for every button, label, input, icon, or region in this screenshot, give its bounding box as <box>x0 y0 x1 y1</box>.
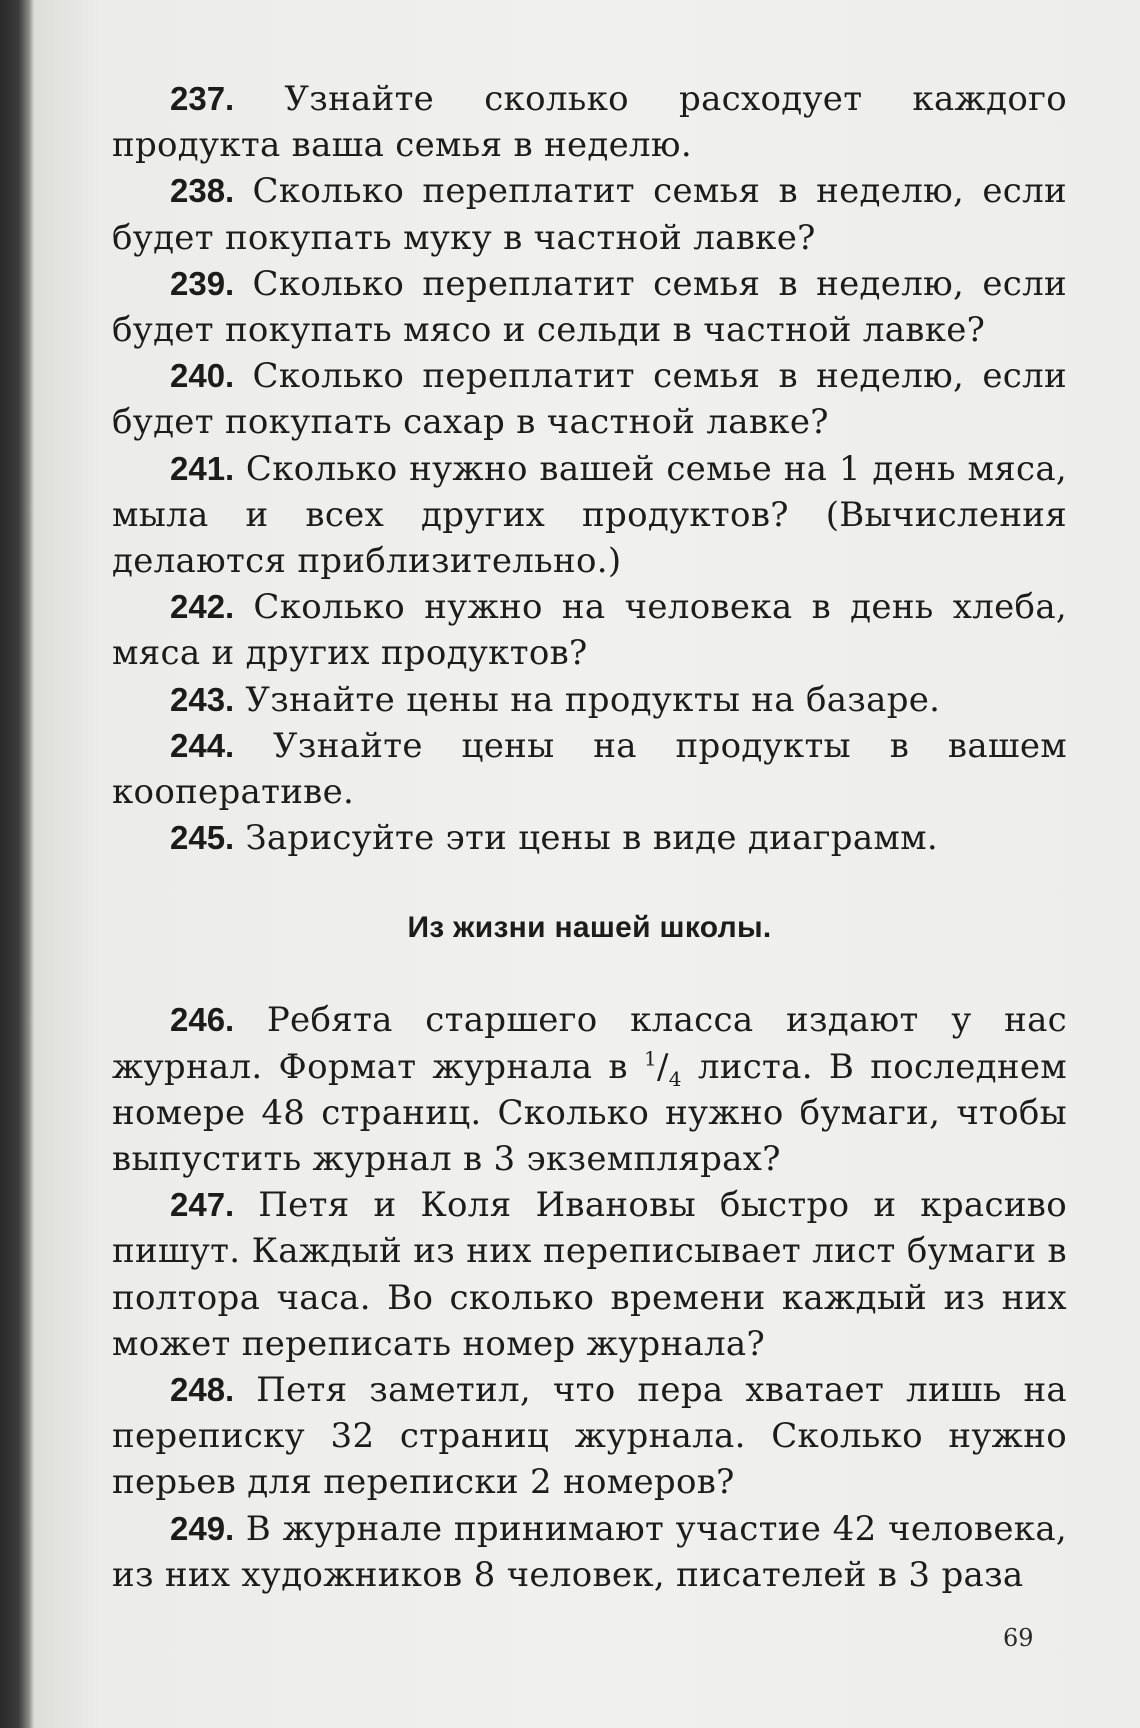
problem-number: 245. <box>170 819 235 857</box>
problem-248 <box>112 1367 1067 1506</box>
problem-text: Сколько переплатит семья в неделю, если будет покупать сахар в частной лавке? <box>112 356 1068 443</box>
fraction-numerator: 1 <box>643 1046 657 1071</box>
book-spine-shadow <box>0 0 34 1728</box>
problem-242 <box>112 584 1067 676</box>
problem-number: 238. <box>170 172 235 210</box>
problem-number: 240. <box>170 357 235 395</box>
problem-number: 239. <box>170 264 235 302</box>
problem-number: 241. <box>170 449 235 487</box>
problem-number: 249. <box>170 1509 235 1547</box>
problem-247 <box>112 1182 1067 1367</box>
problem-number: 244. <box>170 726 235 764</box>
problem-246 <box>112 997 1067 1182</box>
problem-text: Петя и Коля Ивановы быстро и красиво пишут. Каждый из них переписывает лист бумаги в полтора часа. Во сколько времени каждый из них может переписать номер журнала? <box>112 1185 1067 1364</box>
problem-text: Узнайте цены на продукты в вашем кооперативе. <box>112 725 1068 813</box>
problem-238 <box>112 168 1067 260</box>
problem-number: 248. <box>170 1371 235 1409</box>
page-number: 69 <box>1003 1624 1034 1652</box>
page-text <box>112 76 1067 1598</box>
problem-text: Ребята старшего класса издают у нас журнал. Формат журнала в <box>112 1000 1067 1087</box>
problem-number: 243. <box>170 680 235 718</box>
problem-text: Узнайте сколько расходует каждого продукта ваша семья в неделю. <box>112 79 1067 166</box>
problem-240 <box>112 353 1067 445</box>
problem-number: 242. <box>170 588 235 626</box>
problem-number: 246. <box>170 1001 235 1039</box>
problem-241 <box>112 446 1067 585</box>
problem-text: Сколько нужно вашей семье на 1 день мяса, мыла и всех других продуктов? (Вычисления делаются приблизительно.) <box>112 448 1067 582</box>
problem-text: Сколько переплатит семья в неделю, если будет покупать муку в частной лавке? <box>112 171 1068 258</box>
problem-245 <box>112 815 1067 861</box>
fraction-denominator: 4 <box>668 1066 682 1091</box>
problem-text: В журнале принимают участие 42 человека, из них художников 8 человек, писателей в 3 раза <box>112 1508 1068 1595</box>
fraction-one-quarter: $^1/_4$ <box>643 1046 682 1091</box>
problem-239 <box>112 261 1067 353</box>
problem-text: Сколько нужно на человека в день хлеба, мяса и других продуктов? <box>112 587 1067 674</box>
section-heading: Из жизни нашей школы. <box>407 911 772 945</box>
problem-text: Петя заметил, что пера хватает лишь на переписку 32 страниц журнала. Сколько нужно перьев для переписки 2 номеров? <box>112 1370 1067 1503</box>
problem-237 <box>112 76 1067 168</box>
problem-text: Узнайте цены на продукты на базаре. <box>245 679 941 720</box>
problem-text-continued: листа. В последнем номере 48 страниц. Сколько нужно бумаги, чтобы выпустить журнал в 3 экземплярах? <box>112 1046 1068 1180</box>
problem-243 <box>112 677 1067 723</box>
problem-text: Сколько переплатит семья в неделю, если будет покупать мясо и сельди в частной лавке? <box>112 263 1068 351</box>
problem-text: Зарисуйте эти цены в виде диаграмм. <box>245 818 939 859</box>
problem-number: 247. <box>170 1186 235 1224</box>
problem-number: 237. <box>170 80 235 117</box>
problem-244 <box>112 723 1067 815</box>
problem-249 <box>112 1506 1067 1598</box>
